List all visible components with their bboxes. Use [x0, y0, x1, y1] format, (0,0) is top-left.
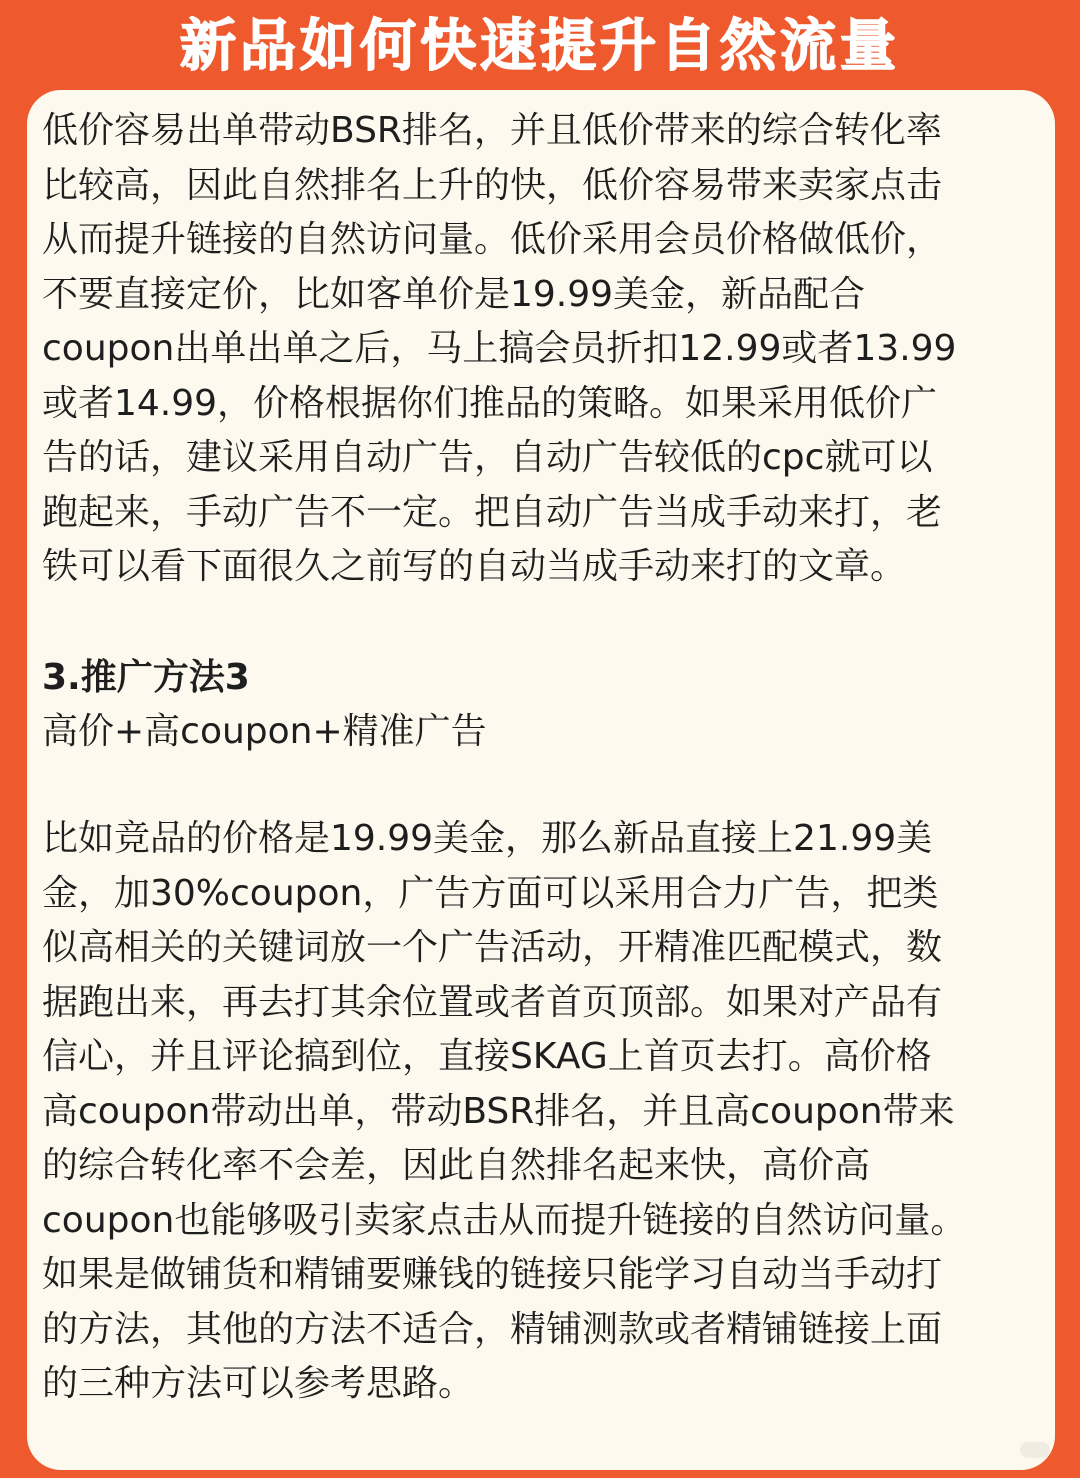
text-line: coupon也能够吸引卖家点击从而提升链接的自然访问量。 — [42, 1199, 967, 1241]
text-line: 告的话，建议采用自动广告，自动广告较低的cpc就可以 — [42, 437, 933, 478]
intro-paragraph — [42, 104, 1032, 595]
text-line: 或者14.99，价格根据你们推品的策略。如果采用低价广 — [42, 382, 938, 424]
method-paragraph — [42, 812, 1032, 1412]
text-line: 金，加30%coupon，广告方面可以采用合力广告，把类 — [42, 872, 939, 914]
text-line: coupon出单出单之后，马上搞会员折扣12.99或者13.99 — [42, 328, 957, 369]
text-line: 如果是做铺货和精铺要赚钱的链接只能学习自动当手动打 — [42, 1254, 943, 1295]
text-line: 似高相关的关键词放一个广告活动，开精准匹配模式，数 — [42, 927, 943, 968]
text-line: 不要直接定价，比如客单价是19.99美金，新品配合 — [42, 273, 866, 315]
text-line: 比如竞品的价格是19.99美金，那么新品直接上21.99美 — [42, 818, 933, 859]
text-line: 高coupon带动出单，带动BSR排名，并且高coupon带来 — [42, 1090, 955, 1132]
section-subheading: 高价+高coupon+精准广告 — [42, 711, 487, 752]
text-line: 从而提升链接的自然访问量。低价采用会员价格做低价， — [42, 219, 943, 260]
text-line: 据跑出来，再去打其余位置或者首页顶部。如果对产品有 — [42, 981, 943, 1023]
text-line: 的方法，其他的方法不适合，精铺测款或者精铺链接上面 — [42, 1308, 943, 1350]
text-line: 的综合转化率不会差，因此自然排名起来快，高价高 — [42, 1145, 871, 1186]
page-title: 新品如何快速提升自然流量 — [180, 14, 900, 79]
section-heading: 3.推广方法3 — [42, 657, 250, 698]
watermark — [1020, 1442, 1050, 1458]
text-line: 的三种方法可以参考思路。 — [42, 1363, 475, 1404]
text-line: 铁可以看下面很久之前写的自动当成手动来打的文章。 — [42, 546, 907, 587]
text-line: 比较高，因此自然排名上升的快，低价容易带来卖家点击 — [42, 164, 943, 206]
text-line: 低价容易出单带动BSR排名，并且低价带来的综合转化率 — [42, 110, 942, 151]
text-line: 跑起来，手动广告不一定。把自动广告当成手动来打，老 — [42, 491, 943, 533]
text-line: 信心，并且评论搞到位，直接SKAG上首页去打。高价格 — [42, 1036, 932, 1077]
